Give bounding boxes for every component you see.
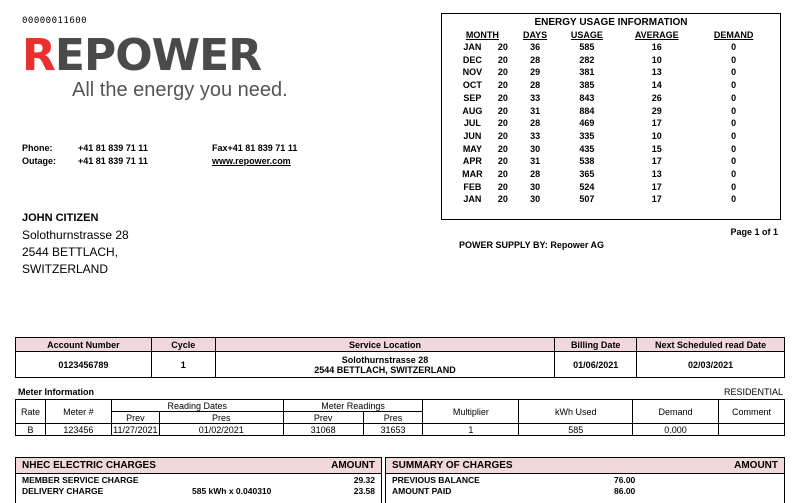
charge-amount: 23.58 bbox=[353, 486, 375, 496]
usage-average: 14 bbox=[651, 80, 662, 91]
usage-days: 31 bbox=[530, 105, 541, 116]
usage-col-demand: DEMAND bbox=[713, 30, 754, 40]
usage-row bbox=[452, 66, 770, 79]
rate-header: Rate bbox=[16, 400, 46, 424]
logo-rest: EPOWER bbox=[54, 30, 262, 81]
reading-dates-header: Reading Dates bbox=[111, 400, 283, 412]
usage-col-average: AVERAGE bbox=[634, 30, 679, 40]
billing-date-header: Billing Date bbox=[555, 338, 637, 352]
usage-row bbox=[452, 54, 770, 67]
usage-days: 30 bbox=[530, 194, 541, 205]
service-location-header: Service Location bbox=[215, 338, 554, 352]
usage-month: JUN bbox=[463, 130, 482, 141]
electric-charges-title: NHEC ELECTRIC CHARGES bbox=[22, 460, 156, 471]
meter-info-label: Meter Information bbox=[18, 387, 95, 397]
summary-amount-label: AMOUNT bbox=[734, 460, 778, 471]
usage-year: 20 bbox=[497, 92, 508, 103]
usage-row bbox=[452, 92, 770, 105]
page-number: Page 1 of 1 bbox=[730, 227, 778, 237]
usage-demand: 0 bbox=[731, 143, 737, 154]
power-supplier: POWER SUPPLY BY: Repower AG bbox=[459, 240, 605, 250]
usage-row bbox=[452, 117, 770, 130]
usage-kwh: 843 bbox=[579, 92, 595, 103]
summary-row bbox=[386, 475, 784, 485]
summary-label: AMOUNT PAID bbox=[392, 486, 452, 496]
logo-tagline: All the energy you need. bbox=[72, 79, 288, 101]
demand-header: Demand bbox=[633, 400, 719, 424]
usage-average: 29 bbox=[651, 105, 662, 116]
demand-value: 0.000 bbox=[633, 424, 719, 436]
usage-average: 26 bbox=[651, 92, 662, 103]
read-prev-header: Prev bbox=[283, 412, 363, 424]
electric-charges-header bbox=[16, 458, 381, 474]
customer-address bbox=[22, 210, 129, 278]
usage-month: MAY bbox=[462, 143, 482, 154]
account-number-header: Account Number bbox=[16, 338, 152, 352]
usage-days: 29 bbox=[530, 67, 541, 78]
usage-month: JUL bbox=[463, 118, 481, 129]
usage-kwh: 538 bbox=[579, 156, 595, 167]
summary-amount: 76.00 bbox=[614, 475, 636, 485]
comment-value bbox=[718, 424, 784, 436]
account-table bbox=[15, 337, 785, 378]
usage-row bbox=[452, 41, 770, 54]
usage-average: 10 bbox=[651, 130, 662, 141]
contact-web bbox=[212, 142, 297, 168]
usage-title: ENERGY USAGE INFORMATION bbox=[534, 17, 688, 28]
outage-number: +41 81 839 71 11 bbox=[78, 156, 148, 166]
logo-wordmark bbox=[22, 32, 261, 80]
usage-average: 16 bbox=[651, 42, 662, 52]
usage-year: 20 bbox=[497, 169, 508, 180]
usage-row bbox=[452, 143, 770, 156]
fax-number: Fax+41 81 839 71 11 bbox=[212, 143, 298, 153]
usage-average: 17 bbox=[651, 181, 662, 192]
usage-days: 33 bbox=[530, 92, 541, 103]
usage-year: 20 bbox=[497, 181, 508, 192]
usage-demand: 0 bbox=[731, 92, 737, 103]
usage-table bbox=[452, 29, 770, 206]
usage-kwh: 524 bbox=[579, 181, 595, 192]
charge-label: MEMBER SERVICE CHARGE bbox=[22, 475, 139, 485]
website-link[interactable]: www.repower.com bbox=[212, 156, 291, 166]
cycle-value: 1 bbox=[151, 352, 215, 378]
multiplier-value: 1 bbox=[423, 424, 519, 436]
customer-street: Solothurnstrasse 28 bbox=[22, 228, 129, 242]
customer-city: 2544 BETTLACH, bbox=[22, 245, 119, 259]
usage-year: 20 bbox=[497, 194, 508, 205]
usage-demand: 0 bbox=[731, 80, 737, 91]
customer-name: JOHN CITIZEN bbox=[22, 212, 99, 224]
usage-year: 20 bbox=[497, 105, 508, 116]
usage-demand: 0 bbox=[731, 118, 737, 129]
usage-demand: 0 bbox=[731, 181, 737, 192]
next-read-header: Next Scheduled read Date bbox=[637, 338, 785, 352]
charge-row bbox=[16, 475, 381, 485]
usage-year: 20 bbox=[497, 143, 508, 154]
usage-kwh: 381 bbox=[579, 67, 595, 78]
electric-amount-label: AMOUNT bbox=[331, 460, 375, 471]
billing-date: 01/06/2021 bbox=[555, 352, 637, 378]
usage-kwh: 469 bbox=[579, 118, 595, 129]
usage-demand: 0 bbox=[731, 169, 737, 180]
usage-col-usage: USAGE bbox=[570, 30, 603, 40]
read-prev-value: 31068 bbox=[283, 424, 363, 436]
usage-kwh: 435 bbox=[579, 143, 595, 154]
usage-year: 20 bbox=[497, 54, 508, 65]
usage-average: 17 bbox=[651, 194, 662, 205]
usage-year: 20 bbox=[497, 80, 508, 91]
electric-charges-panel bbox=[15, 457, 382, 503]
usage-demand: 0 bbox=[731, 156, 737, 167]
location-line2: 2544 BETTLACH, SWITZERLAND bbox=[314, 364, 456, 375]
usage-kwh: 385 bbox=[579, 80, 595, 91]
usage-average: 10 bbox=[651, 54, 662, 65]
usage-kwh: 282 bbox=[579, 54, 595, 65]
next-read-date: 02/03/2021 bbox=[637, 352, 785, 378]
meter-no-value: 123456 bbox=[45, 424, 111, 436]
account-number: 0123456789 bbox=[16, 352, 152, 378]
usage-month: OCT bbox=[462, 80, 482, 91]
usage-row bbox=[452, 79, 770, 92]
usage-days: 28 bbox=[530, 169, 541, 180]
usage-month: NOV bbox=[462, 67, 483, 78]
logo-r: R bbox=[22, 30, 55, 81]
usage-demand: 0 bbox=[731, 67, 737, 78]
usage-days: 31 bbox=[530, 156, 541, 167]
usage-row bbox=[452, 168, 770, 181]
usage-days: 33 bbox=[530, 130, 541, 141]
usage-days: 28 bbox=[530, 118, 541, 129]
account-barcode: 00000011600 bbox=[22, 16, 88, 26]
summary-amount: 86.00 bbox=[614, 486, 636, 496]
customer-country: SWITZERLAND bbox=[22, 262, 109, 276]
date-pres-value: 01/02/2021 bbox=[159, 424, 283, 436]
usage-average: 17 bbox=[651, 118, 662, 129]
summary-header bbox=[386, 458, 784, 474]
location-line1: Solothurnstrasse 28 bbox=[341, 354, 429, 365]
charge-row bbox=[16, 486, 381, 496]
usage-year: 20 bbox=[497, 156, 508, 167]
usage-month: SEP bbox=[463, 92, 482, 103]
usage-month: MAR bbox=[462, 169, 483, 180]
usage-demand: 0 bbox=[731, 105, 737, 116]
date-prev-header: Prev bbox=[111, 412, 159, 424]
repower-logo bbox=[22, 32, 312, 104]
comment-header: Comment bbox=[718, 400, 784, 424]
kwh-header: kWh Used bbox=[519, 400, 633, 424]
charge-label: DELIVERY CHARGE bbox=[22, 486, 104, 496]
usage-row bbox=[452, 130, 770, 143]
contact-phones bbox=[22, 142, 148, 168]
phone-number: +41 81 839 71 11 bbox=[78, 143, 148, 153]
summary-row bbox=[386, 486, 784, 496]
usage-kwh: 507 bbox=[579, 194, 595, 205]
outage-label: Outage: bbox=[22, 156, 57, 166]
usage-year: 20 bbox=[497, 42, 508, 52]
summary-label: PREVIOUS BALANCE bbox=[392, 475, 480, 485]
date-prev-value: 11/27/2021 bbox=[113, 424, 158, 435]
usage-month: FEB bbox=[463, 181, 482, 192]
usage-month: JAN bbox=[463, 194, 482, 205]
meter-table bbox=[15, 399, 785, 436]
usage-month: APR bbox=[462, 156, 482, 167]
usage-days: 28 bbox=[530, 54, 541, 65]
usage-kwh: 585 bbox=[579, 42, 595, 52]
usage-row bbox=[452, 105, 770, 118]
meter-readings-header: Meter Readings bbox=[283, 400, 423, 412]
rate-value: B bbox=[16, 424, 46, 436]
phone-label: Phone: bbox=[22, 143, 53, 153]
usage-demand: 0 bbox=[731, 42, 737, 52]
service-location bbox=[215, 352, 554, 378]
usage-days: 30 bbox=[530, 143, 541, 154]
usage-average: 15 bbox=[651, 143, 662, 154]
usage-kwh: 884 bbox=[579, 105, 595, 116]
cycle-header: Cycle bbox=[151, 338, 215, 352]
date-pres-header: Pres bbox=[159, 412, 283, 424]
kwh-value: 585 bbox=[519, 424, 633, 436]
usage-col-month: MONTH bbox=[465, 30, 499, 40]
usage-demand: 0 bbox=[731, 54, 737, 65]
read-pres-value: 31653 bbox=[363, 424, 423, 436]
charge-detail: 585 kWh x 0.040310 bbox=[192, 486, 272, 496]
usage-row bbox=[452, 155, 770, 168]
usage-average: 13 bbox=[651, 67, 662, 78]
usage-col-days: DAYS bbox=[523, 30, 548, 40]
usage-row bbox=[452, 181, 770, 194]
usage-kwh: 335 bbox=[579, 130, 595, 141]
meter-no-header: Meter # bbox=[45, 400, 111, 424]
multiplier-header: Multiplier bbox=[423, 400, 519, 424]
usage-average: 17 bbox=[651, 156, 662, 167]
usage-demand: 0 bbox=[731, 130, 737, 141]
usage-year: 20 bbox=[497, 130, 508, 141]
summary-title: SUMMARY OF CHARGES bbox=[392, 460, 513, 471]
usage-days: 36 bbox=[530, 42, 541, 52]
usage-year: 20 bbox=[497, 118, 508, 129]
energy-usage-box bbox=[441, 13, 781, 220]
usage-month: AUG bbox=[462, 105, 483, 116]
usage-year: 20 bbox=[497, 67, 508, 78]
residential-label: RESIDENTIAL bbox=[723, 387, 783, 397]
usage-row bbox=[452, 193, 770, 206]
usage-days: 28 bbox=[530, 80, 541, 91]
usage-month: JAN bbox=[463, 42, 482, 52]
usage-kwh: 365 bbox=[579, 169, 595, 180]
charge-amount: 29.32 bbox=[353, 475, 375, 485]
usage-days: 30 bbox=[530, 181, 541, 192]
summary-panel bbox=[385, 457, 785, 503]
usage-month: DEC bbox=[462, 54, 482, 65]
read-pres-header: Pres bbox=[363, 412, 423, 424]
usage-average: 13 bbox=[651, 169, 662, 180]
usage-demand: 0 bbox=[731, 194, 737, 205]
